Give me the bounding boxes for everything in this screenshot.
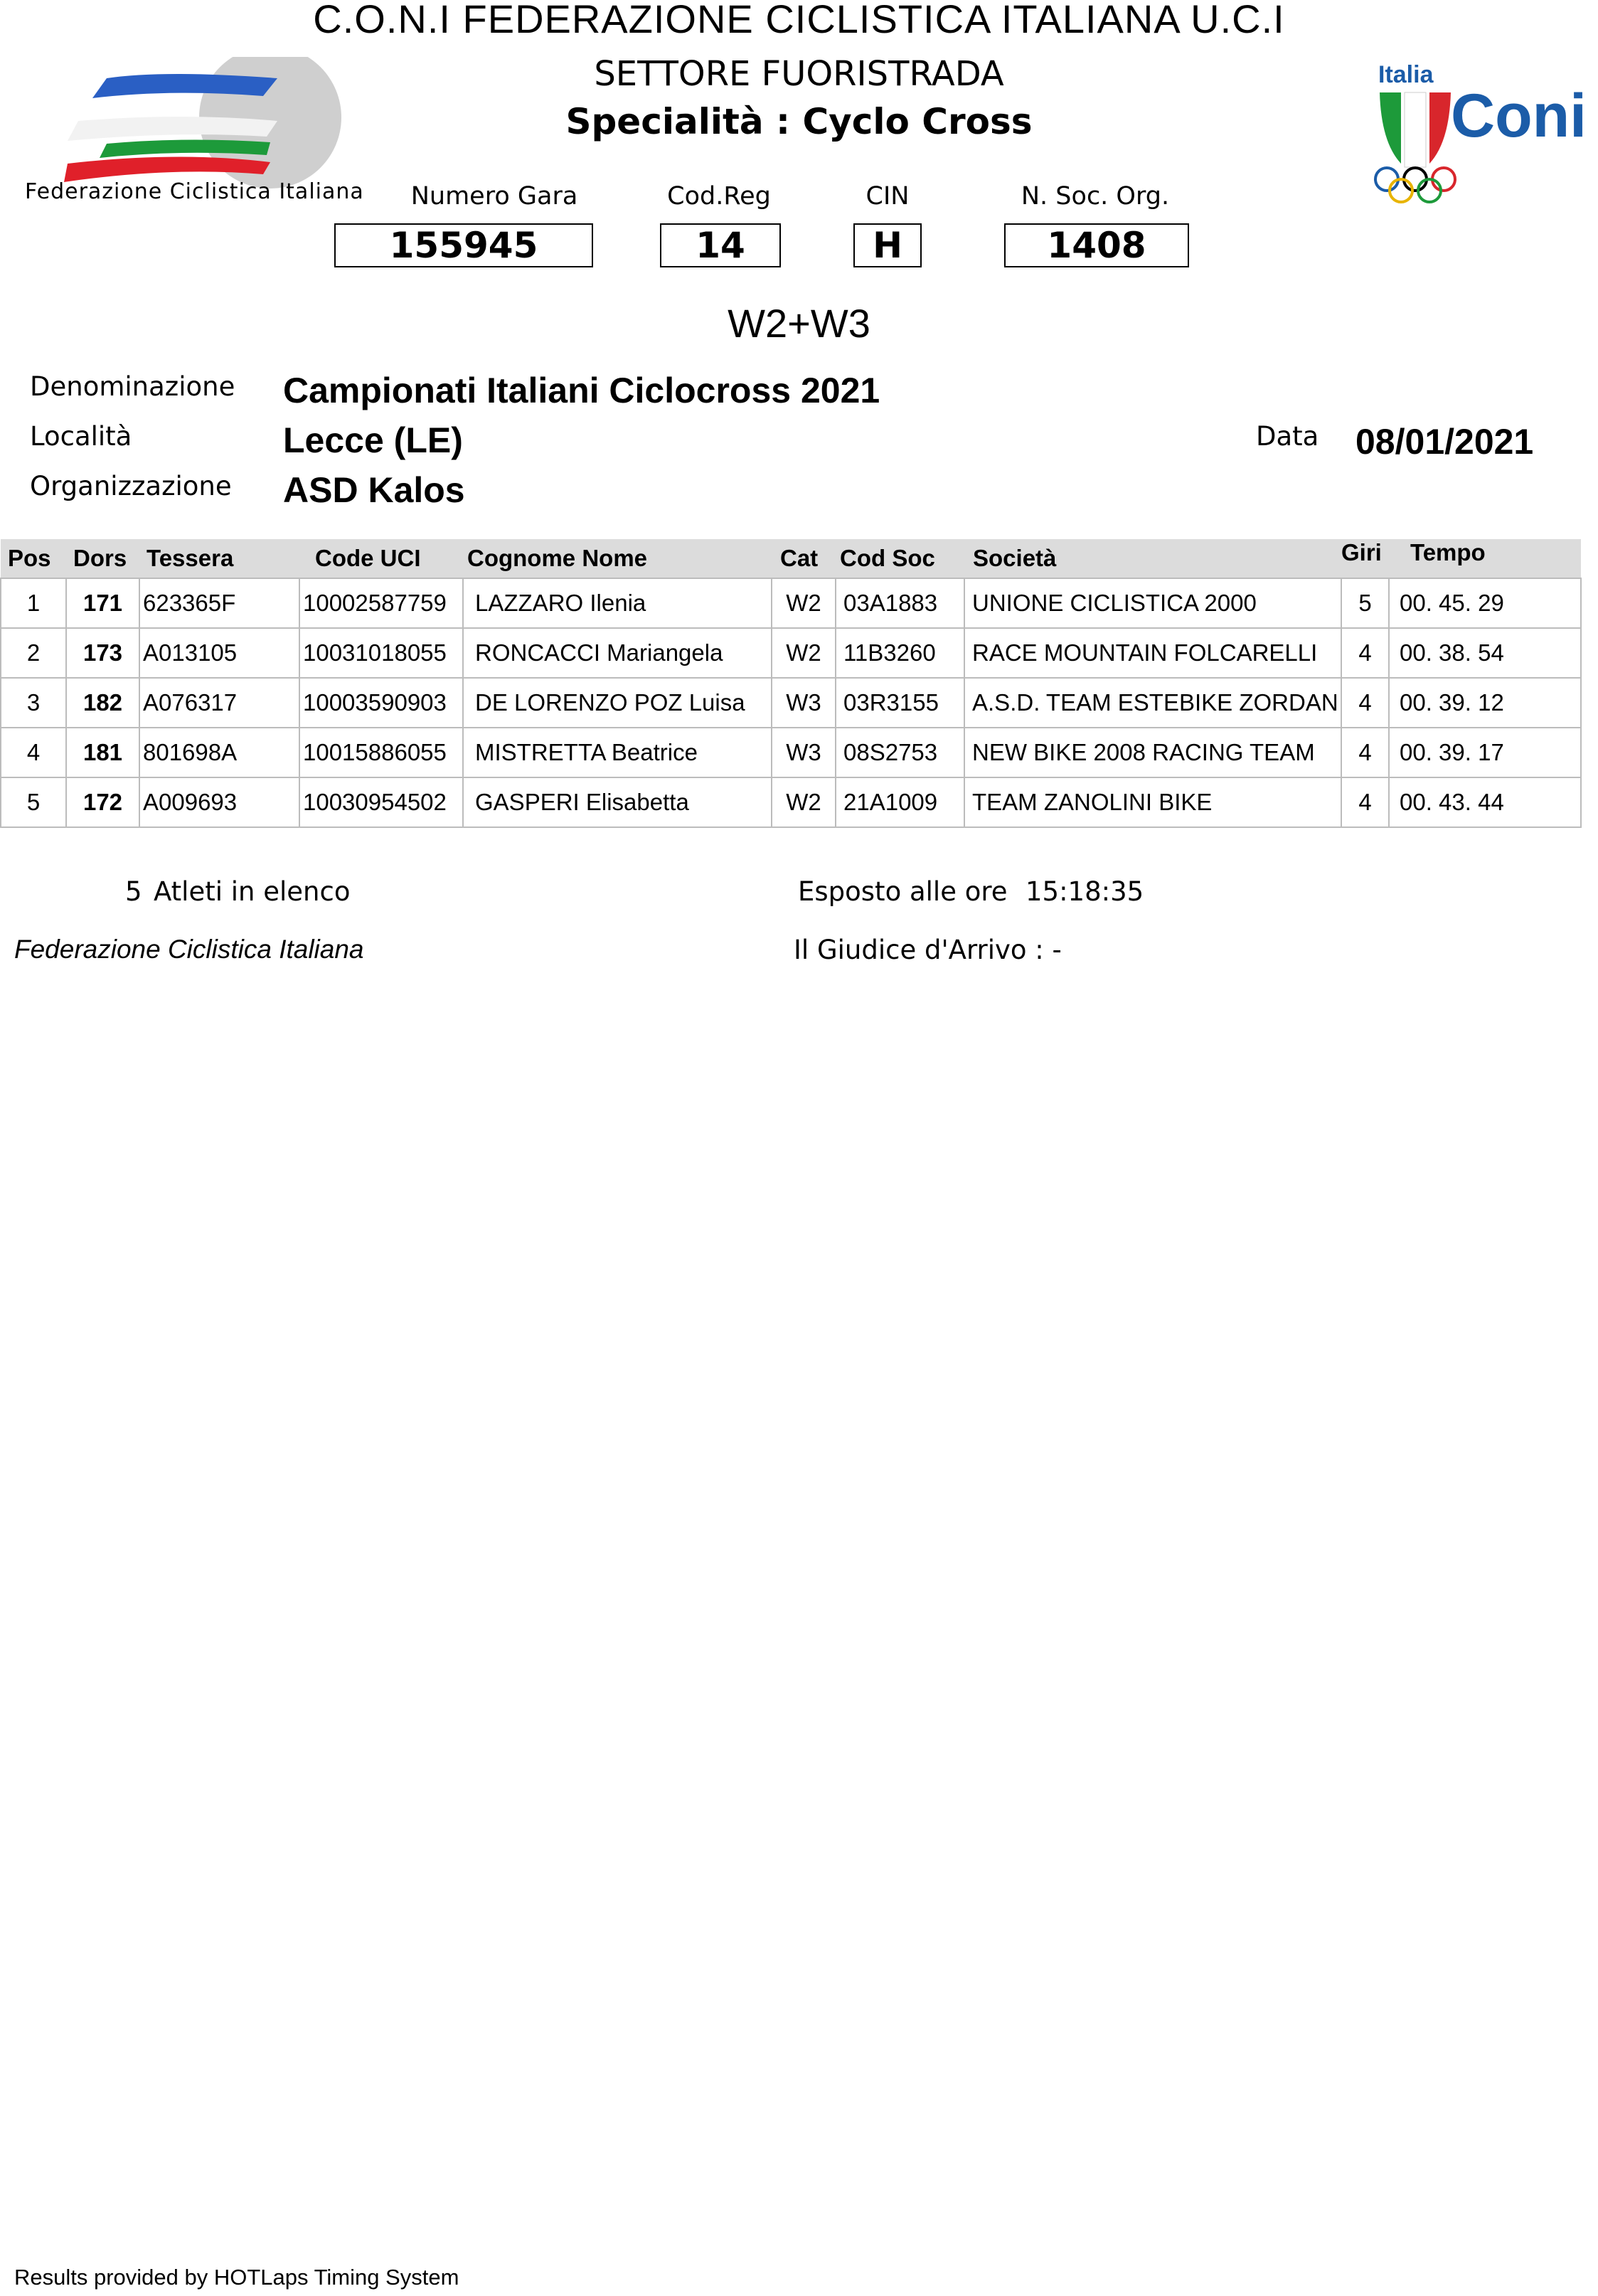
cell-dors: 181 bbox=[66, 728, 139, 777]
cell-code-uci: 10031018055 bbox=[299, 628, 463, 678]
category-title: W2+W3 bbox=[728, 301, 870, 346]
footer-federation: Federazione Ciclistica Italiana bbox=[14, 935, 364, 964]
cell-societa: NEW BIKE 2008 RACING TEAM bbox=[964, 728, 1341, 777]
cell-tessera: A076317 bbox=[139, 678, 299, 728]
cell-tempo: 00. 38. 54 bbox=[1389, 628, 1581, 678]
results-credit: Results provided by HOTLaps Timing System bbox=[14, 2265, 459, 2290]
numero-gara-box: 155945 bbox=[334, 223, 593, 267]
speciality-title: Specialità : Cyclo Cross bbox=[565, 101, 1033, 142]
cell-nome: LAZZARO Ilenia bbox=[463, 578, 772, 628]
cell-tempo: 00. 39. 12 bbox=[1389, 678, 1581, 728]
denominazione-value: Campionati Italiani Ciclocross 2021 bbox=[283, 371, 880, 410]
header-cod-soc: Cod Soc bbox=[836, 539, 964, 578]
header-pos: Pos bbox=[1, 539, 66, 578]
cell-code-uci: 10002587759 bbox=[299, 578, 463, 628]
cell-tessera: 623365F bbox=[139, 578, 299, 628]
data-label: Data bbox=[1256, 421, 1319, 452]
header-cat: Cat bbox=[772, 539, 836, 578]
table-row bbox=[1, 578, 1581, 628]
header-tessera: Tessera bbox=[139, 539, 299, 578]
giudice-arrivo: Il Giudice d'Arrivo : - bbox=[794, 935, 1062, 965]
cell-cod-soc: 21A1009 bbox=[836, 777, 964, 827]
table-row bbox=[1, 777, 1581, 827]
cell-pos: 4 bbox=[1, 728, 66, 777]
esposto-label: Esposto alle ore bbox=[798, 876, 1008, 907]
table-header-row bbox=[1, 539, 1581, 578]
cell-nome: GASPERI Elisabetta bbox=[463, 777, 772, 827]
cell-tessera: 801698A bbox=[139, 728, 299, 777]
cell-dors: 171 bbox=[66, 578, 139, 628]
cell-cod-soc: 08S2753 bbox=[836, 728, 964, 777]
organizzazione-value: ASD Kalos bbox=[283, 470, 465, 510]
cell-pos: 2 bbox=[1, 628, 66, 678]
soc-org-box: 1408 bbox=[1004, 223, 1189, 267]
cell-giri: 4 bbox=[1341, 678, 1389, 728]
fci-logo-text: Federazione Ciclistica Italiana bbox=[25, 179, 364, 204]
sector-title: SETTORE FUORISTRADA bbox=[594, 54, 1004, 94]
cell-giri: 4 bbox=[1341, 728, 1389, 777]
cell-tempo: 00. 43. 44 bbox=[1389, 777, 1581, 827]
cell-cat: W3 bbox=[772, 678, 836, 728]
header-cognome-nome: Cognome Nome bbox=[463, 539, 772, 578]
cell-cat: W2 bbox=[772, 578, 836, 628]
cod-reg-label: Cod.Reg bbox=[667, 182, 771, 211]
header-dors: Dors bbox=[66, 539, 139, 578]
header-tempo: Tempo bbox=[1389, 539, 1581, 578]
atleti-count: 5 bbox=[125, 876, 142, 907]
cell-nome: DE LORENZO POZ Luisa bbox=[463, 678, 772, 728]
cell-dors: 182 bbox=[66, 678, 139, 728]
data-value: 08/01/2021 bbox=[1355, 422, 1534, 462]
cell-pos: 5 bbox=[1, 777, 66, 827]
cell-code-uci: 10030954502 bbox=[299, 777, 463, 827]
cin-label: CIN bbox=[865, 182, 910, 211]
esposto-time: 15:18:35 bbox=[1026, 876, 1144, 907]
cell-pos: 3 bbox=[1, 678, 66, 728]
coni-logo bbox=[1358, 57, 1598, 213]
cell-cod-soc: 03A1883 bbox=[836, 578, 964, 628]
cell-giri: 4 bbox=[1341, 628, 1389, 678]
organizzazione-label: Organizzazione bbox=[30, 471, 232, 501]
cell-giri: 5 bbox=[1341, 578, 1389, 628]
table-row bbox=[1, 678, 1581, 728]
cell-societa: TEAM ZANOLINI BIKE bbox=[964, 777, 1341, 827]
numero-gara-label: Numero Gara bbox=[410, 182, 578, 211]
cell-cat: W2 bbox=[772, 777, 836, 827]
coni-logo-text: Coni bbox=[1451, 82, 1587, 150]
cell-dors: 172 bbox=[66, 777, 139, 827]
soc-org-label: N. Soc. Org. bbox=[1021, 182, 1170, 211]
cell-societa: RACE MOUNTAIN FOLCARELLI bbox=[964, 628, 1341, 678]
document-title: C.O.N.I FEDERAZIONE CICLISTICA ITALIANA U.C.I bbox=[313, 0, 1285, 41]
results-table bbox=[0, 539, 1580, 828]
cell-giri: 4 bbox=[1341, 777, 1389, 827]
cell-tempo: 00. 45. 29 bbox=[1389, 578, 1581, 628]
atleti-label: Atleti in elenco bbox=[154, 876, 351, 907]
cell-nome: MISTRETTA Beatrice bbox=[463, 728, 772, 777]
header-societa: Società bbox=[964, 539, 1341, 578]
denominazione-label: Denominazione bbox=[30, 371, 235, 402]
localita-value: Lecce (LE) bbox=[283, 420, 463, 460]
cell-tessera: A009693 bbox=[139, 777, 299, 827]
cell-nome: RONCACCI Mariangela bbox=[463, 628, 772, 678]
localita-label: Località bbox=[30, 421, 132, 452]
cell-tempo: 00. 39. 17 bbox=[1389, 728, 1581, 777]
coni-logo-top-text: Italia bbox=[1378, 61, 1434, 88]
header-giri: Giri bbox=[1341, 539, 1389, 578]
table-row bbox=[1, 628, 1581, 678]
cell-societa: A.S.D. TEAM ESTEBIKE ZORDAN bbox=[964, 678, 1341, 728]
cell-societa: UNIONE CICLISTICA 2000 bbox=[964, 578, 1341, 628]
cell-tessera: A013105 bbox=[139, 628, 299, 678]
cell-dors: 173 bbox=[66, 628, 139, 678]
cell-cod-soc: 03R3155 bbox=[836, 678, 964, 728]
cell-cat: W3 bbox=[772, 728, 836, 777]
cell-cod-soc: 11B3260 bbox=[836, 628, 964, 678]
cell-pos: 1 bbox=[1, 578, 66, 628]
header-code-uci: Code UCI bbox=[299, 539, 463, 578]
cell-code-uci: 10003590903 bbox=[299, 678, 463, 728]
cell-cat: W2 bbox=[772, 628, 836, 678]
cell-code-uci: 10015886055 bbox=[299, 728, 463, 777]
cod-reg-box: 14 bbox=[660, 223, 781, 267]
cin-box: H bbox=[853, 223, 922, 267]
table-row bbox=[1, 728, 1581, 777]
